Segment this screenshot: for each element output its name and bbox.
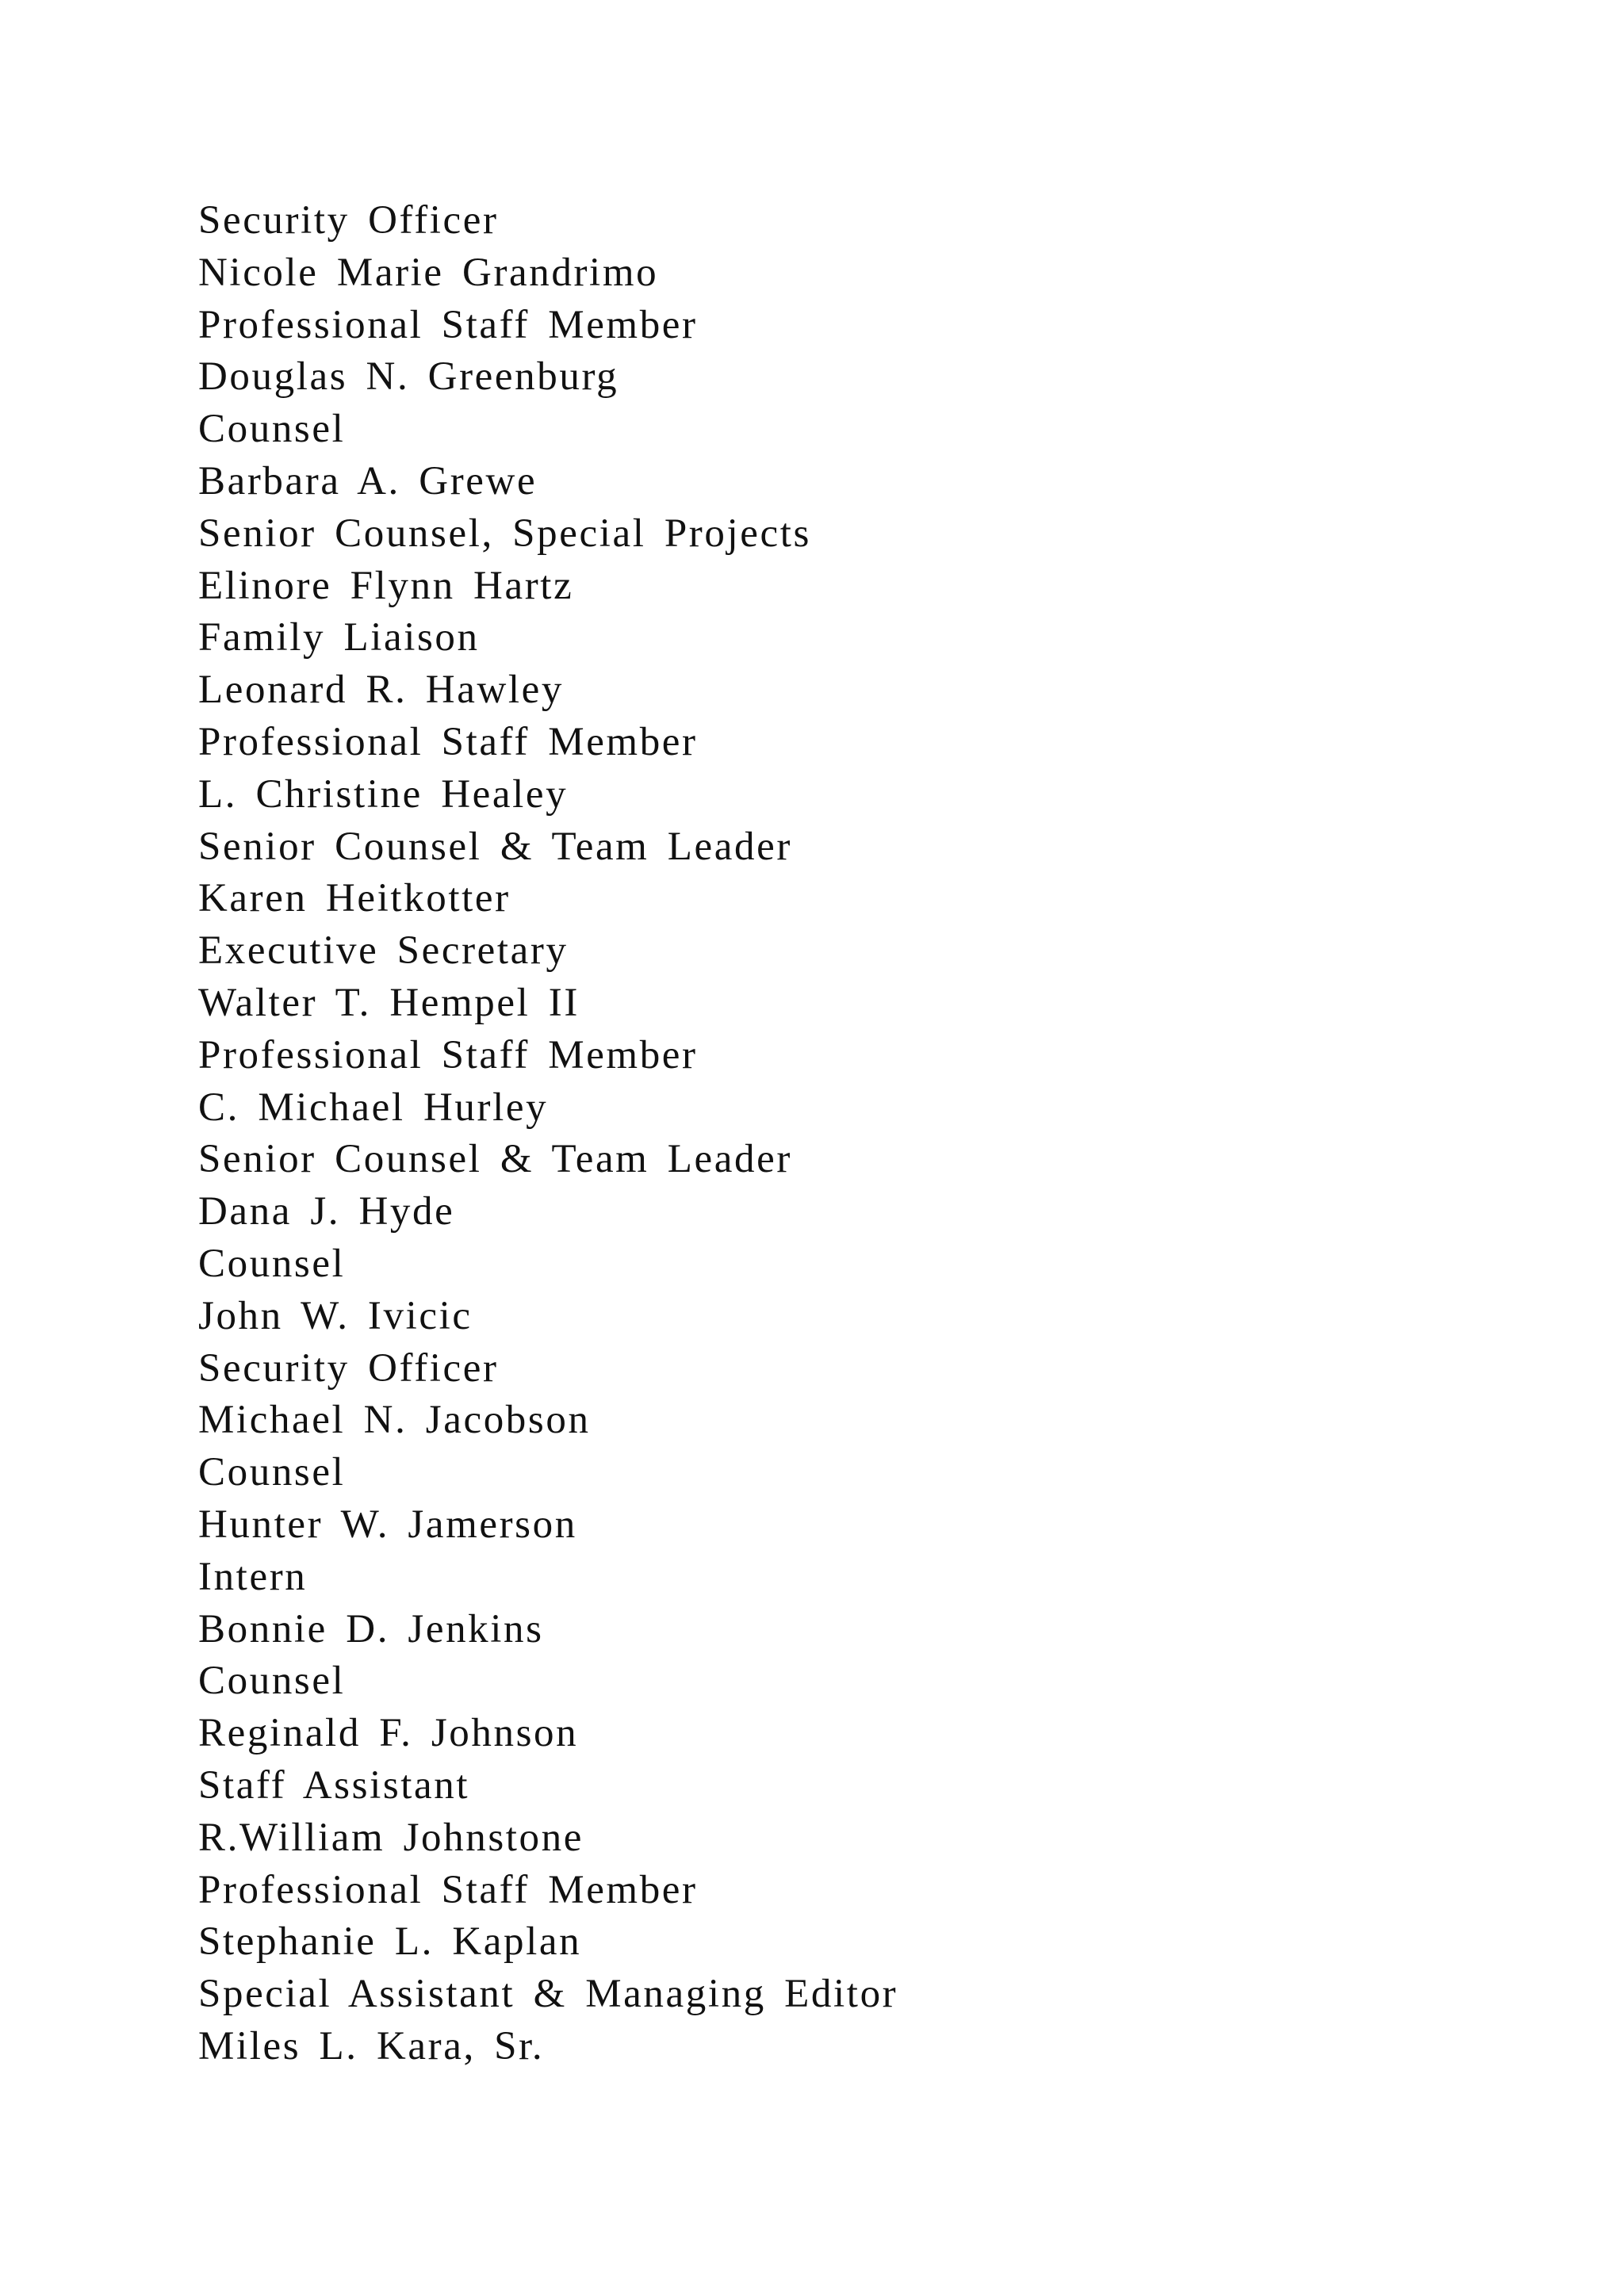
text-line: Security Officer xyxy=(198,198,499,243)
staff-list xyxy=(198,195,1546,2073)
text-line: John W. Ivicic xyxy=(198,1293,473,1338)
text-line: Counsel xyxy=(198,1659,346,1704)
text-line: Dana J. Hyde xyxy=(198,1189,455,1234)
text-line: Counsel xyxy=(198,407,346,452)
text-line: Senior Counsel & Team Leader xyxy=(198,1137,792,1182)
text-line: Family Liaison xyxy=(198,615,480,660)
text-line: Hunter W. Jamerson xyxy=(198,1502,577,1547)
text-line: Senior Counsel & Team Leader xyxy=(198,824,792,869)
text-line: Michael N. Jacobson xyxy=(198,1398,591,1443)
text-line: Douglas N. Greenburg xyxy=(198,354,619,400)
text-line: Senior Counsel, Special Projects xyxy=(198,511,811,556)
text-line: Professional Staff Member xyxy=(198,1032,698,1077)
text-line: Professional Staff Member xyxy=(198,302,698,347)
text-line: Professional Staff Member xyxy=(198,719,698,764)
text-line: Professional Staff Member xyxy=(198,1867,698,1912)
text-line: Counsel xyxy=(198,1450,346,1495)
text-line: Reginald F. Johnson xyxy=(198,1711,579,1756)
text-line: Barbara A. Grewe xyxy=(198,458,538,503)
text-line: Karen Heitkotter xyxy=(198,876,511,921)
text-line: Elinore Flynn Hartz xyxy=(198,563,574,608)
text-line: Miles L. Kara, Sr. xyxy=(198,2023,545,2068)
text-line: Security Officer xyxy=(198,1345,499,1391)
text-line: Walter T. Hempel II xyxy=(198,980,580,1025)
text-line: Nicole Marie Grandrimo xyxy=(198,250,659,295)
text-line: Staff Assistant xyxy=(198,1762,470,1808)
text-line: Counsel xyxy=(198,1241,346,1286)
text-line: Intern xyxy=(198,1554,308,1599)
text-line: Bonnie D. Jenkins xyxy=(198,1606,544,1651)
text-line: C. Michael Hurley xyxy=(198,1085,549,1130)
text-line: R.William Johnstone xyxy=(198,1815,584,1860)
text-line: Special Assistant & Managing Editor xyxy=(198,1972,898,2017)
text-line: Stephanie L. Kaplan xyxy=(198,1919,582,1965)
text-line: L. Christine Healey xyxy=(198,771,569,817)
text-line: Leonard R. Hawley xyxy=(198,668,564,713)
text-line: Executive Secretary xyxy=(198,928,569,974)
